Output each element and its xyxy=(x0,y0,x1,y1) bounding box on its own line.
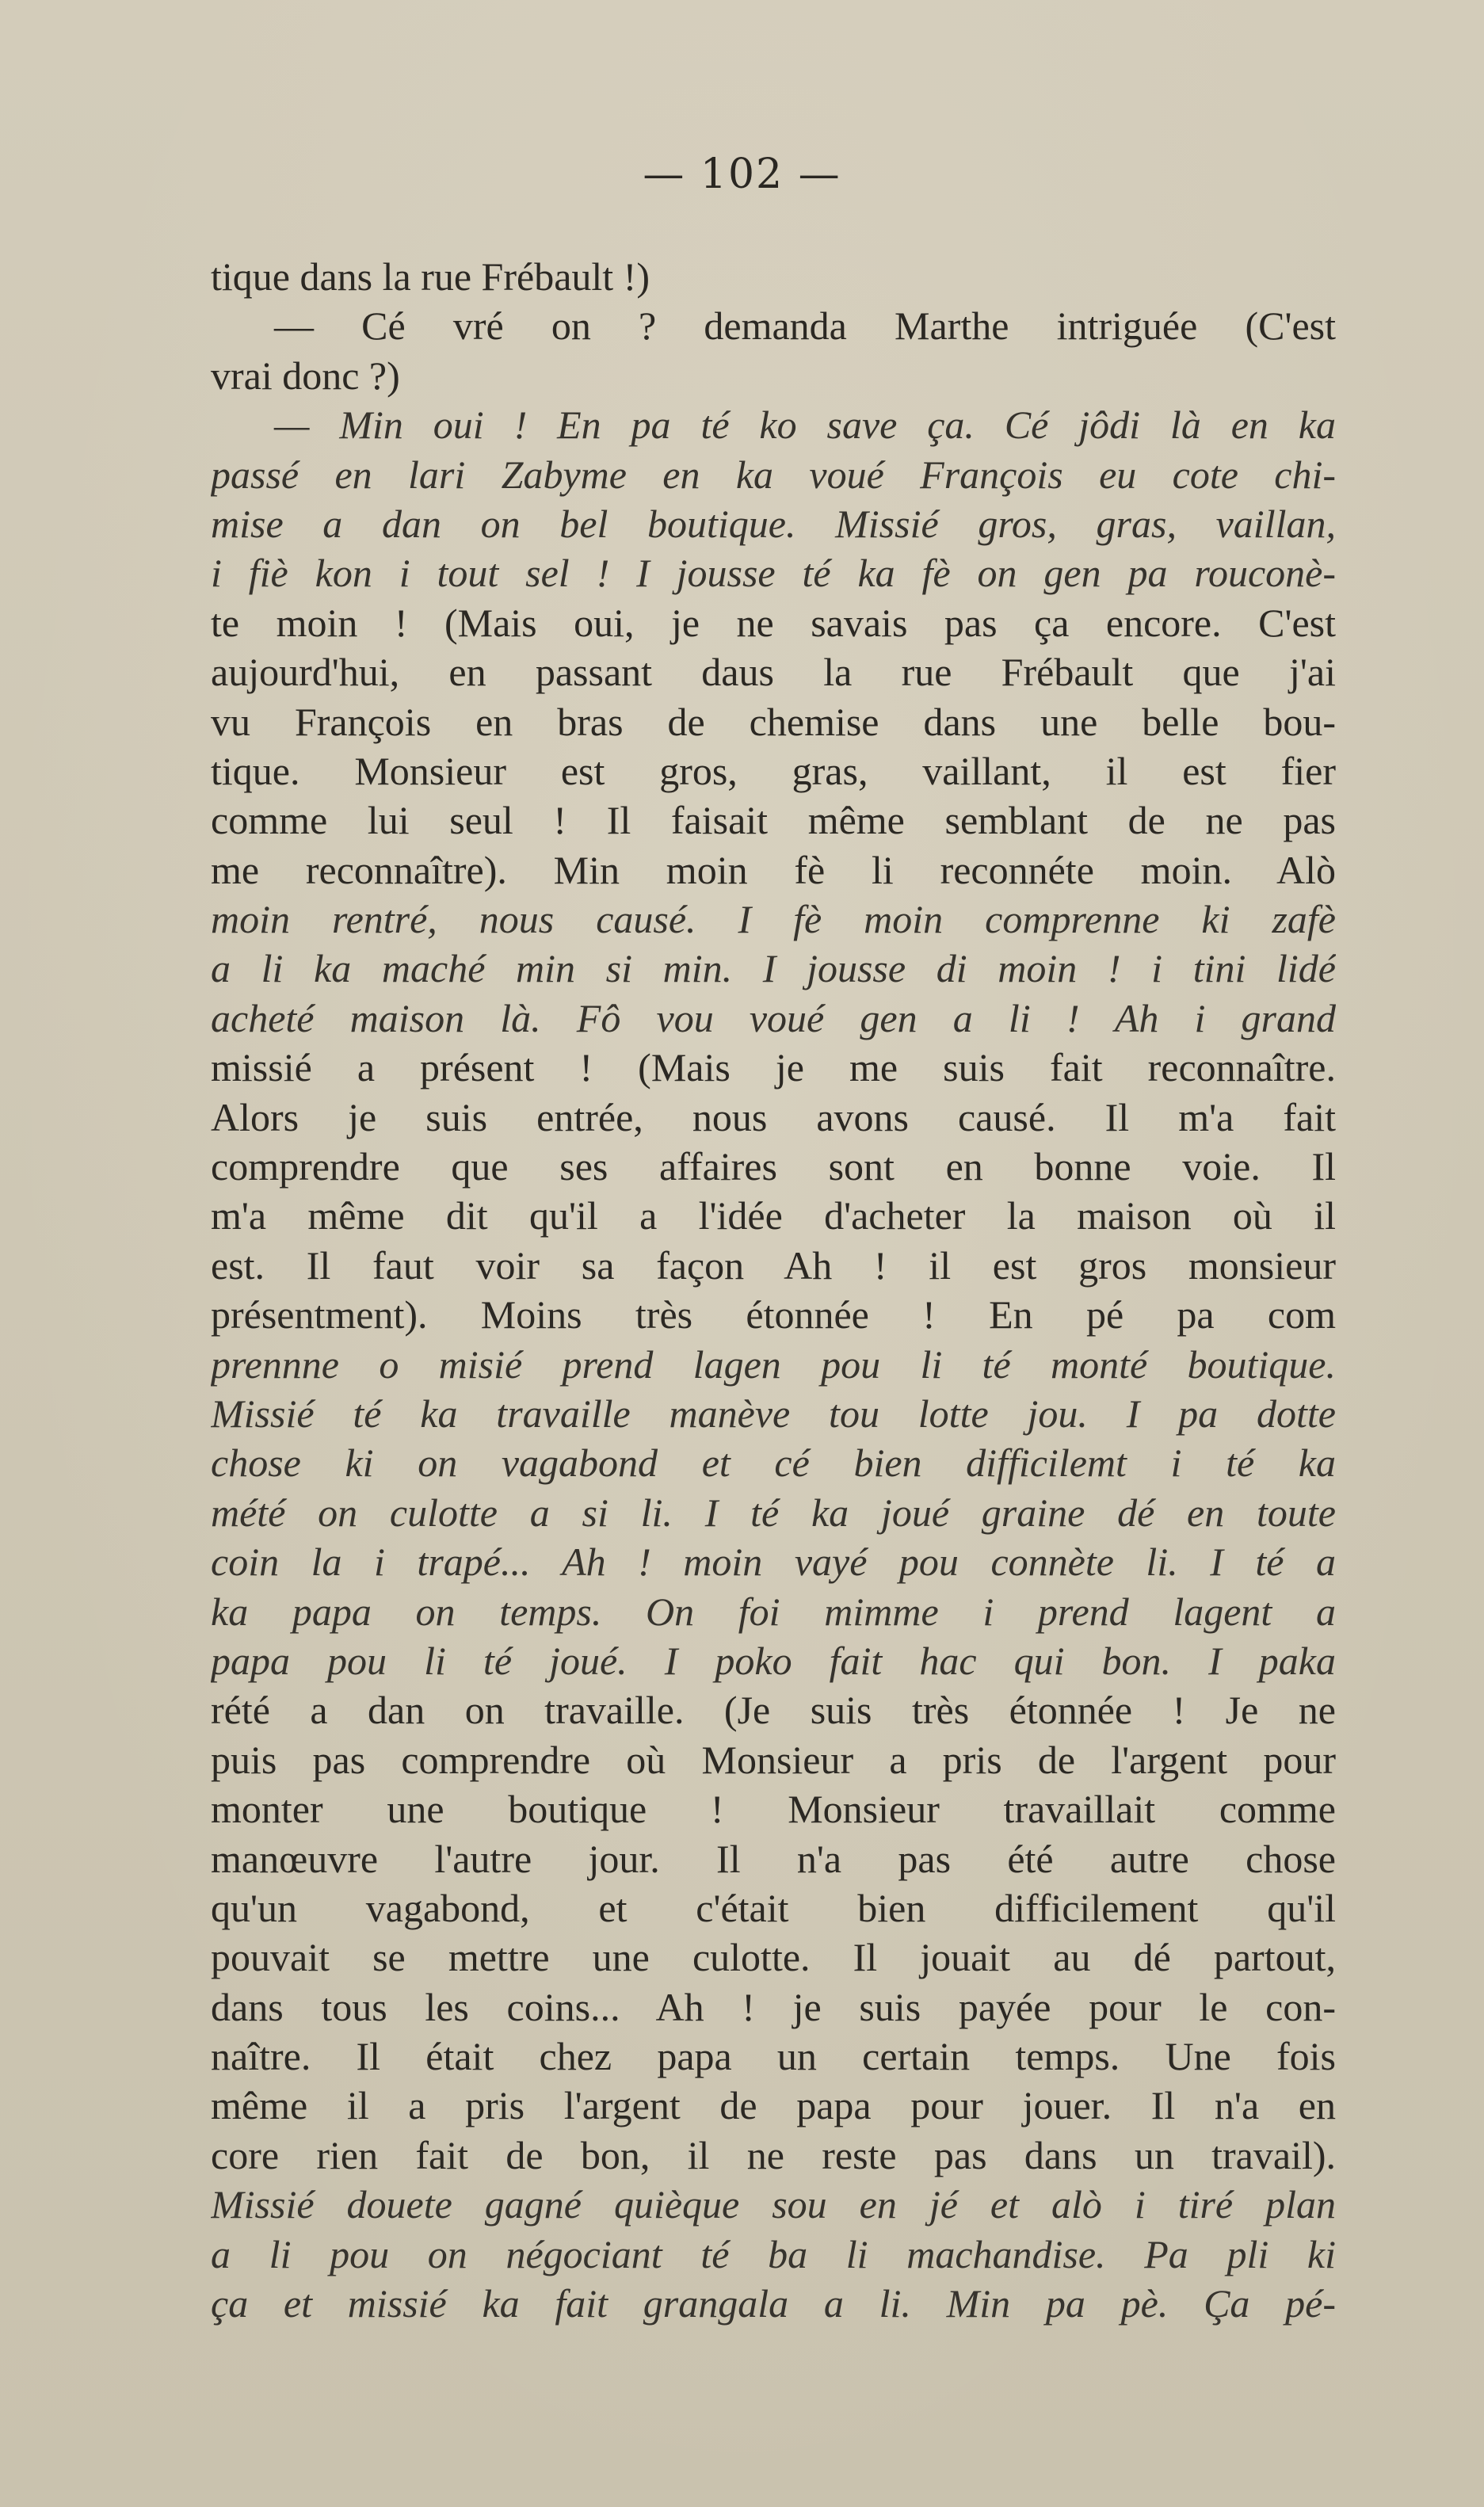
text-line: comme lui seul ! Il faisait même semblant de ne pas xyxy=(211,798,1336,843)
page-number: — 102 — xyxy=(643,151,841,198)
text-line: Missié té ka travaille manève tou lotte jou. I pa dotte xyxy=(211,1391,1336,1436)
text-line: ka papa on temps. On foi mimme i prend lagent a xyxy=(211,1589,1336,1634)
text-line: — Min oui ! En pa té ko save ça. Cé jôdi là en ka xyxy=(274,403,1336,448)
text-line: tique dans la rue Frébault !) xyxy=(211,254,650,299)
text-line: aujourd'hui, en passant daus la rue Frébault que j'ai xyxy=(211,650,1336,695)
text-line: manœuvre l'autre jour. Il n'a pas été autre chose xyxy=(211,1836,1336,1881)
text-line: tique. Monsieur est gros, gras, vaillant, il est fier xyxy=(211,748,1336,793)
text-line: rété a dan on travaille. (Je suis très étonnée ! Je ne xyxy=(211,1688,1336,1733)
body-text xyxy=(211,252,1336,2328)
text-line: me reconnaître). Min moin fè li reconnéte moin. Alò xyxy=(211,847,1336,892)
text-line: chose ki on vagabond et cé bien difficilemt i té ka xyxy=(211,1440,1336,1486)
text-line: m'a même dit qu'il a l'idée d'acheter la maison où il xyxy=(211,1193,1336,1238)
text-line: même il a pris l'argent de papa pour jouer. Il n'a en xyxy=(211,2083,1336,2128)
text-line: moin rentré, nous causé. I fè moin comprenne ki zafè xyxy=(211,897,1336,942)
text-line: présentment). Moins très étonnée ! En pé pa com xyxy=(211,1292,1336,1337)
text-line: prennne o misié prend lagen pou li té monté boutique. xyxy=(211,1341,1336,1387)
text-line: — Cé vré on ? demanda Marthe intriguée (C'est xyxy=(274,303,1336,349)
text-line: naître. Il était chez papa un certain temps. Une fois xyxy=(211,2034,1336,2079)
text-line: dans tous les coins... Ah ! je suis payée pour le con- xyxy=(211,1984,1336,2029)
text-line: Missié douete gagné quièque sou en jé et alò i tiré plan xyxy=(211,2182,1336,2227)
text-line: missié a présent ! (Mais je me suis fait reconnaître. xyxy=(211,1045,1336,1090)
text-line: i fiè kon i tout sel ! I jousse té ka fè on gen pa rouconè- xyxy=(211,551,1336,596)
text-line: vrai donc ?) xyxy=(211,353,400,398)
text-line: papa pou li té joué. I poko fait hac qui bon. I paka xyxy=(211,1638,1336,1683)
text-line: coin la i trapé... Ah ! moin vayé pou connète li. I té a xyxy=(211,1540,1336,1585)
text-line: acheté maison là. Fô vou voué gen a li ! Ah i grand xyxy=(211,995,1336,1040)
text-line: monter une boutique ! Monsieur travaillait comme xyxy=(211,1787,1336,1832)
text-line: a li ka maché min si min. I jousse di moin ! i tini lidé xyxy=(211,946,1336,991)
text-line: passé en lari Zabyme en ka voué François eu cote chi- xyxy=(211,452,1336,497)
text-line: comprendre que ses affaires sont en bonne voie. Il xyxy=(211,1144,1336,1189)
text-line: te moin ! (Mais oui, je ne savais pas ça encore. C'est xyxy=(211,600,1336,645)
text-line: qu'un vagabond, et c'était bien difficilement qu'il xyxy=(211,1885,1336,1930)
text-line: mété on culotte a si li. I té ka joué graine dé en toute xyxy=(211,1490,1336,1535)
text-line: Alors je suis entrée, nous avons causé. Il m'a fait xyxy=(211,1094,1336,1139)
text-line: ça et missié ka fait grangala a li. Min pa pè. Ça pé- xyxy=(211,2281,1336,2326)
text-line: a li pou on négociant té ba li machandise. Pa pli ki xyxy=(211,2231,1336,2276)
text-line: est. Il faut voir sa façon Ah ! il est gros monsieur xyxy=(211,1242,1336,1288)
text-line: core rien fait de bon, il ne reste pas dans un travail). xyxy=(211,2132,1336,2177)
text-line: pouvait se mettre une culotte. Il jouait au dé partout, xyxy=(211,1935,1336,1980)
text-line: mise a dan on bel boutique. Missié gros, gras, vaillan, xyxy=(211,501,1336,546)
text-line: vu François en bras de chemise dans une belle bou- xyxy=(211,699,1336,744)
text-line: puis pas comprendre où Monsieur a pris de l'argent pour xyxy=(211,1737,1336,1782)
